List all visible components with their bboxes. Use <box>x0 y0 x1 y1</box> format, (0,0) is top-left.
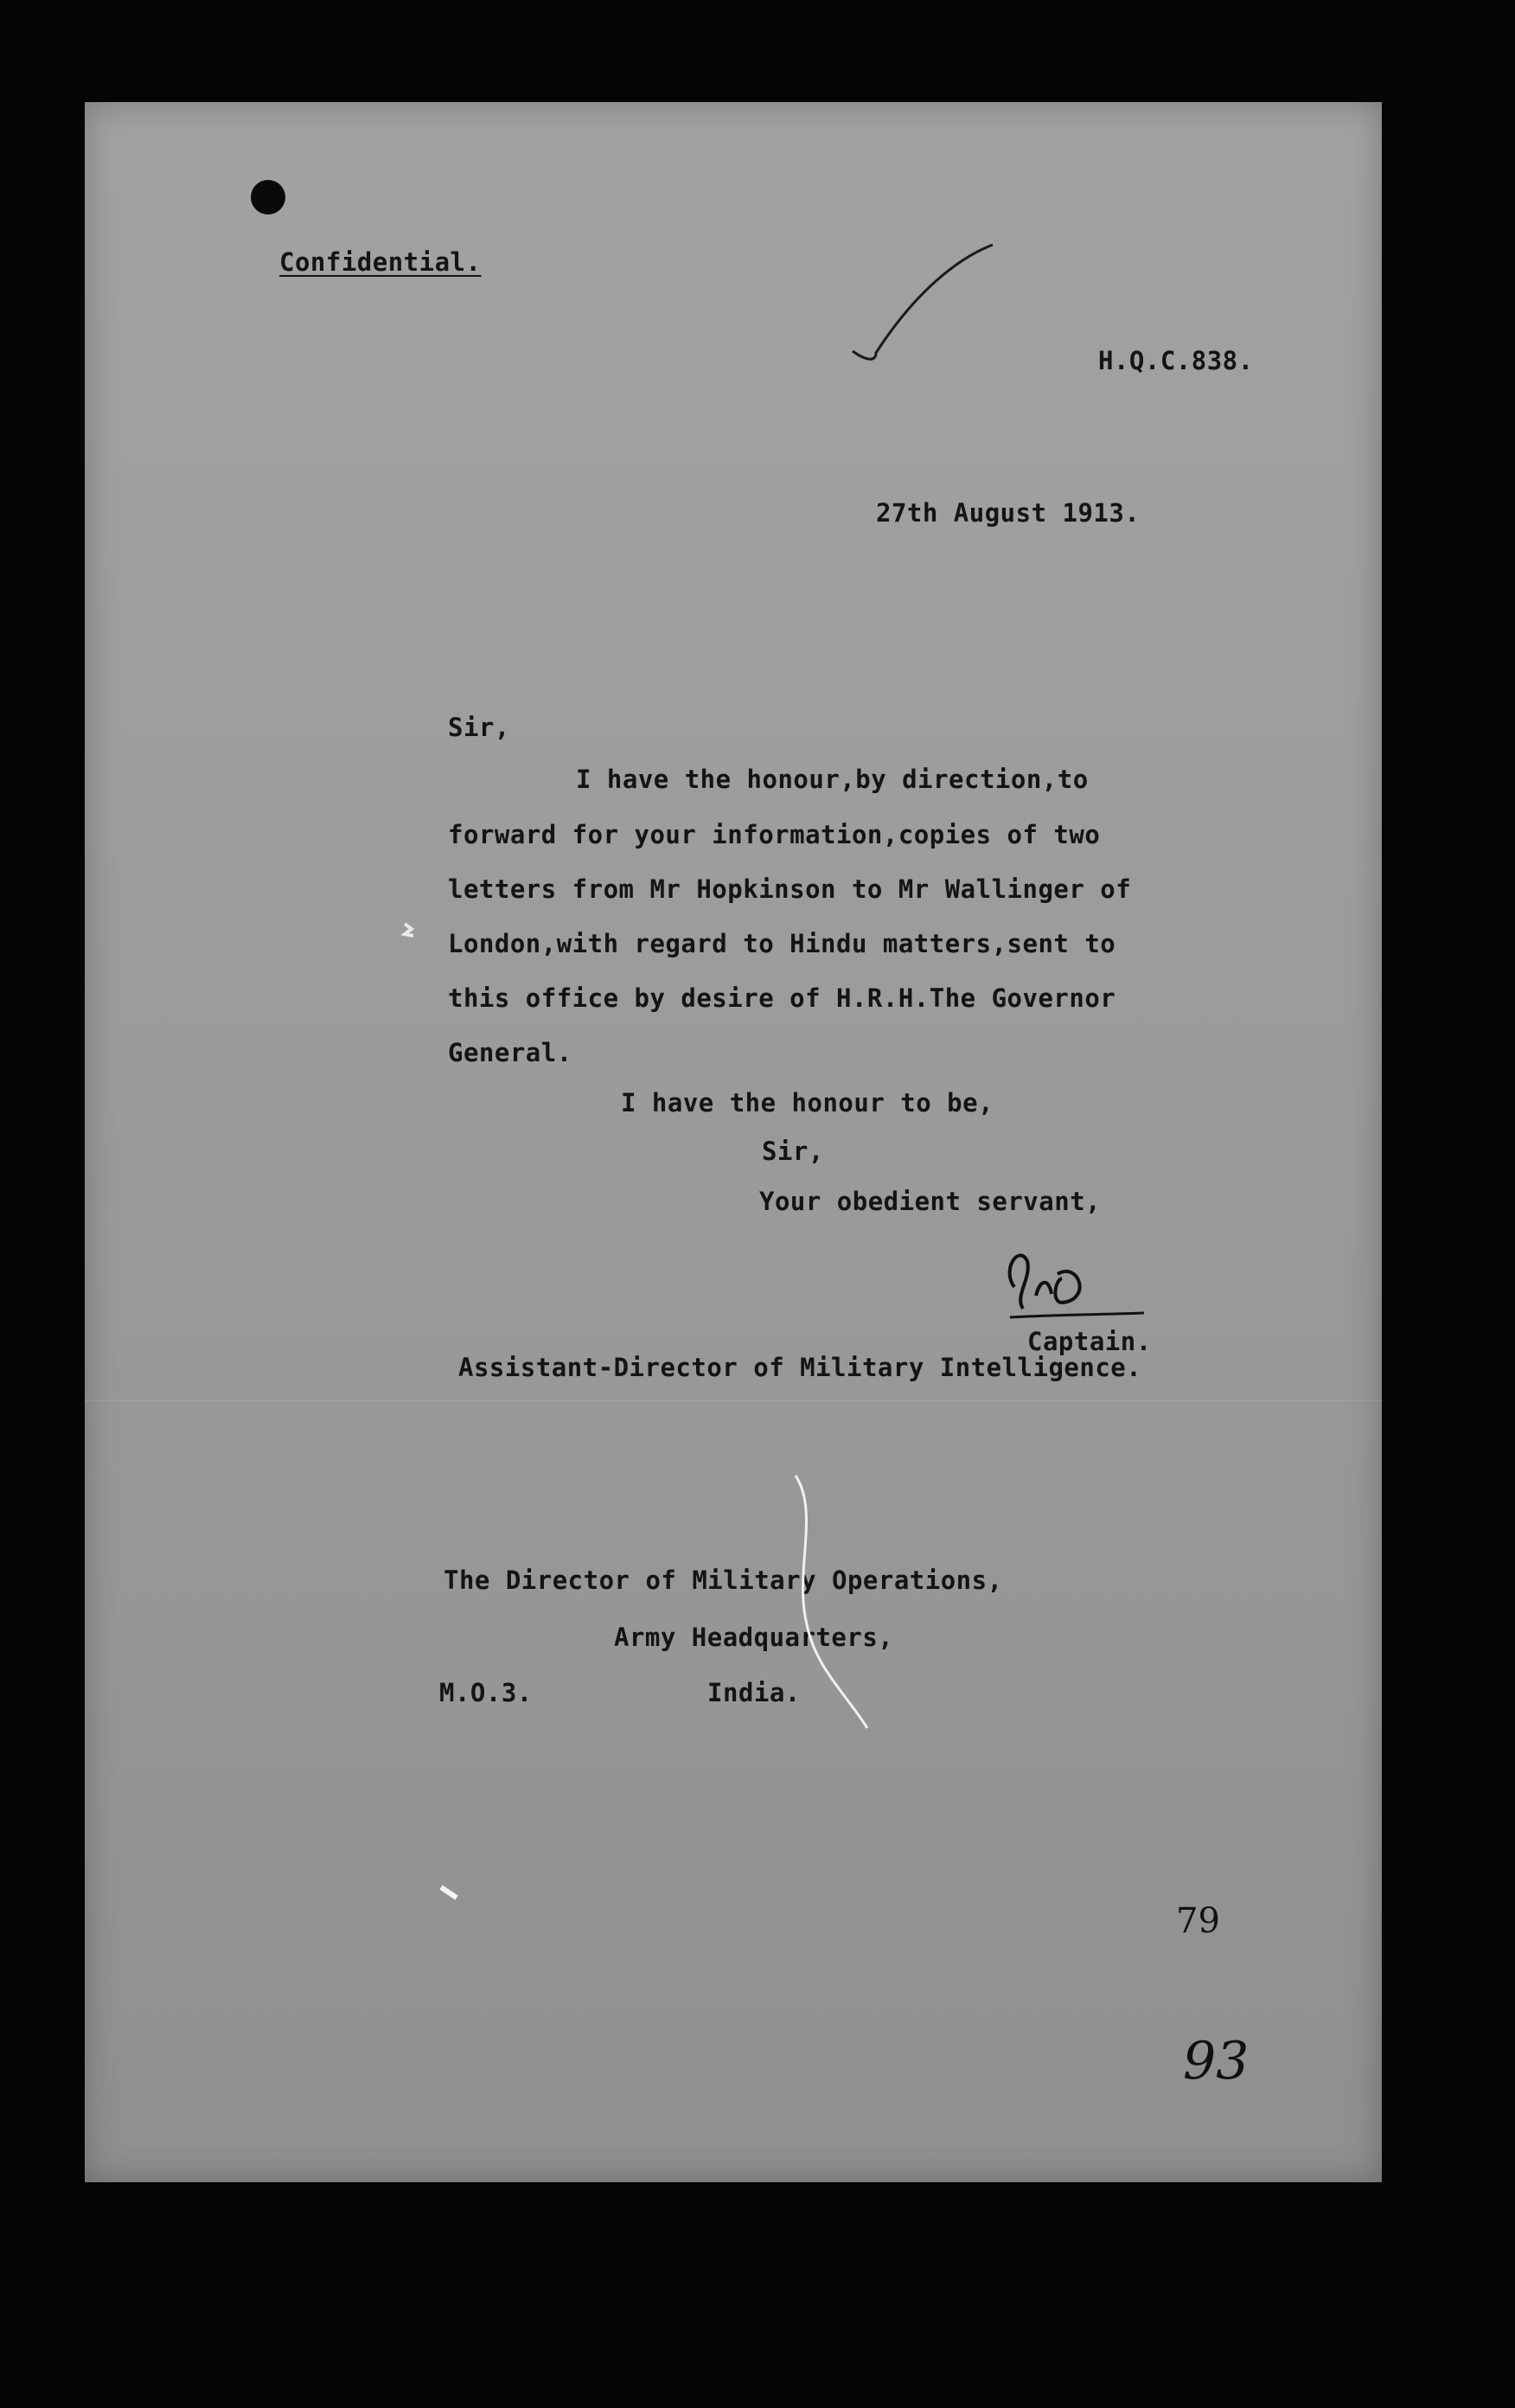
tick-mark <box>853 245 993 359</box>
smudge-mark <box>441 1887 457 1898</box>
classification-label: Confidential. <box>279 247 482 277</box>
body-line-4: London,with regard to Hindu matters,sent to <box>448 929 1116 958</box>
pencil-arc <box>796 1476 867 1728</box>
signatory-rank: Captain. <box>1027 1327 1152 1356</box>
reference-number: H.Q.C.838. <box>1098 346 1254 375</box>
signatory-title: Assistant-Director of Military Intelligence. <box>458 1353 1142 1382</box>
body-line-5: this office by desire of H.R.H.The Governor <box>448 983 1116 1013</box>
closing-line-2: Sir, <box>762 1137 824 1166</box>
handwritten-marks <box>85 102 1382 2182</box>
body-line-6: General. <box>448 1038 572 1067</box>
page-number-93: 93 <box>1183 2031 1250 2091</box>
margin-mark <box>405 924 413 936</box>
document-page <box>85 102 1382 2182</box>
body-line-2: forward for your information,copies of two <box>448 820 1101 849</box>
closing-line-1: I have the honour to be, <box>621 1088 994 1118</box>
addressee-line-3-left: M.O.3. <box>439 1678 533 1707</box>
letter-date: 27th August 1913. <box>876 498 1141 528</box>
page-number-79: 79 <box>1176 1901 1220 1941</box>
closing-line-3: Your obedient servant, <box>759 1187 1102 1216</box>
body-line-1: I have the honour,by direction,to <box>576 765 1089 794</box>
addressee-line-3-right: India. <box>707 1678 801 1707</box>
signature <box>1010 1255 1144 1317</box>
body-line-3: letters from Mr Hopkinson to Mr Wallinger of <box>448 874 1132 904</box>
salutation: Sir, <box>448 713 510 742</box>
addressee-line-2: Army Headquarters, <box>614 1623 894 1652</box>
addressee-line-1: The Director of Military Operations, <box>444 1566 1003 1595</box>
